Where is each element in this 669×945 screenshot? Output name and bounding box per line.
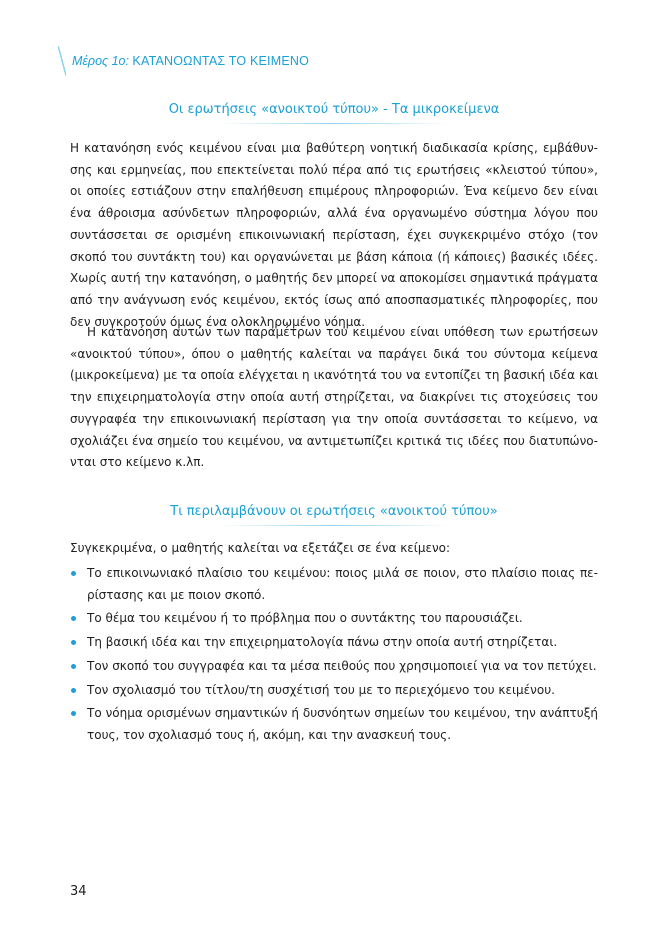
list-item [70, 703, 598, 746]
section-heading-text: Τι περιλαμβάνουν οι ερωτήσεις «ανοικτού τύπου» [170, 504, 498, 519]
list-item [70, 563, 598, 606]
list-item-text: Το επικοινωνιακό πλαίσιο του κειμένου: ποιος μιλά σε ποιον, στο πλαίσιο ποιας περίστασης και με ποιον σκοπό. [87, 566, 598, 602]
header-slash-decoration [58, 46, 66, 76]
bullet-icon [71, 664, 76, 669]
section-heading-contents [70, 504, 598, 526]
list-item-text: Το θέμα του κειμένου ή το πρόβλημα που ο συντάκτης του παρουσιάζει. [87, 611, 523, 626]
heading-underline [219, 123, 449, 124]
list-item-text: Τον σκοπό του συγγραφέα και τα μέσα πειθούς που χρησιμοποιεί για να τον πετύχει. [87, 658, 597, 673]
list-item [70, 608, 598, 630]
section-heading-text: Οι ερωτήσεις «ανοικτού τύπου» - Τα μικροκείμενα [168, 102, 500, 117]
list-item [70, 656, 598, 678]
bullet-icon [71, 571, 76, 576]
header-part-label: Μέρος 1ο: [72, 54, 133, 68]
list-intro: Συγκεκριμένα, ο μαθητής καλείται να εξετάζει σε ένα κείμενο: [70, 541, 451, 555]
list-item-text: Τη βασική ιδέα και την επιχειρηματολογία πάνω στην οποία αυτή στηρίζεται. [87, 635, 558, 650]
body-paragraph-2: Η κατανόηση αυτών των παραμέτρων του κειμένου είναι υπόθεση των ερωτήσεων «ανοικτού τύπου», όπου ο μαθητής καλείται να παράγει δικά του σύντομα κείμενα (μικροκείμενα) με τα οποία ελέγχεται η ικανότητά του να εντοπίζει τη βασική ιδέα και την επιχειρηματολογία στην οποία αυτή στηρίζεται, να διακρίνει τις στοχεύσεις του συγγραφέα την επικοινωνιακή περίσταση για την οποία συντάσσεται το κείμενο, να σχολιάζει ένα σημείο του κειμένου, να αντιμετωπίζει κριτικά τις ιδέες που διατυπώνονται στο κείμενο κ.λπ. [70, 325, 598, 470]
list-item-text: Τον σχολιασμό του τίτλου/τη συσχέτισή του με το περιεχόμενο του κειμένου. [87, 682, 555, 697]
section-heading-open-questions [70, 102, 598, 124]
list-item-text: Το νόημα ορισμένων σημαντικών ή δυσνόητων σημείων του κειμένου, την ανάπτυξή τους, τον σχολιασμό τους ή, ακόμη, και την ανασκευή τους. [87, 706, 598, 742]
page-number: 34 [70, 884, 87, 899]
running-header [58, 46, 309, 76]
bullet-icon [71, 711, 76, 716]
bullet-icon [71, 640, 76, 645]
list-item [70, 680, 598, 702]
bullet-icon [71, 616, 76, 621]
bullet-icon [71, 688, 76, 693]
header-part-title: ΚΑΤΑΝΟΩΝΤΑΣ ΤΟ ΚΕΙΜΕΝΟ [132, 54, 310, 68]
heading-underline [219, 525, 449, 526]
list-item [70, 632, 598, 654]
body-paragraph-1: Η κατανόηση ενός κειμένου είναι μια βαθύτερη νοητική διαδικασία κρίσης, εμβάθυνσης και ερμηνείας, που επεκτείνεται πολύ πέρα από τις ερωτήσεις «κλειστού τύπου», οι οποίες εστιάζουν στην επαλήθευση επιμέρους πληροφοριών. Ένα κείμενο δεν είναι ένα άθροισμα ασύνδετων πληροφοριών, αλλά ένα οργανωμένο σύστημα λόγου που συντάσσεται σε ορισμένη επικοινωνιακή περίσταση, έχει συγκεκριμένο στόχο (τον σκοπό του συντάκτη του) και οργανώνεται με βάση κάποια (ή κάποιες) βασικές ιδέες. Χωρίς αυτή την κατανόηση, ο μαθητής δεν μπορεί να αποκομίσει σημαντικά πράγματα από την ανάγνωση ενός κειμένου, εκτός ίσως από αποσπασματικές πληροφορίες, που δεν συγκροτούν όμως ένα ολοκληρωμένο νόημα. [70, 141, 598, 329]
bullet-list [70, 563, 598, 749]
